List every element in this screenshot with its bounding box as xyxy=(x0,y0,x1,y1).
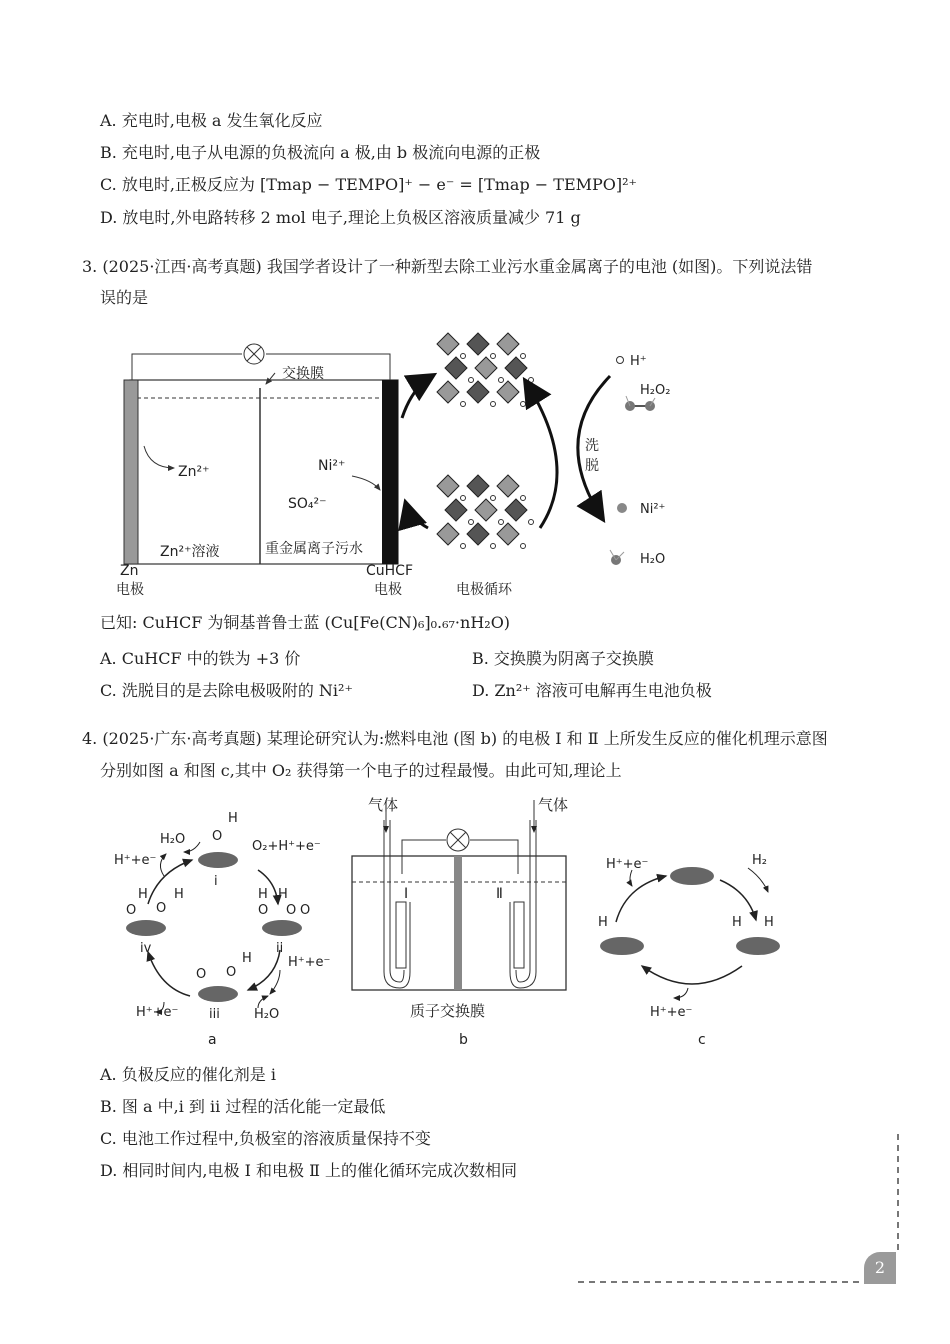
fig-b-electrode-2: Ⅱ xyxy=(496,886,503,902)
fig-a-o-ii: O xyxy=(258,903,269,918)
catalyst-iii-icon xyxy=(198,986,238,1002)
water-icon xyxy=(610,550,624,565)
fig-b-gas-left: 气体 xyxy=(368,796,399,814)
fig-a-o-ii-3: O xyxy=(300,903,311,918)
catalyst-ii-icon xyxy=(262,920,302,936)
q3-option-a: A. CuHCF 中的铁为 +3 价 xyxy=(100,649,301,668)
fig-a-o2-input: O₂+H⁺+e⁻ xyxy=(252,839,321,854)
h2o2-icon xyxy=(625,396,655,411)
q3-option-c: C. 洗脱目的是去除电极吸附的 Ni²⁺ xyxy=(100,681,353,700)
fig-a-h-i: H xyxy=(228,811,238,826)
q2-option-a: A. 充电时,电极 a 发生氧化反应 xyxy=(100,111,323,130)
fig-c-catalyst-right-icon xyxy=(736,937,780,955)
wash-label: 洗 xyxy=(585,438,599,454)
fig-a-label-i: i xyxy=(214,874,218,889)
fig-b-membrane: 质子交换膜 xyxy=(410,1002,486,1020)
q4-option-b: B. 图 a 中,i 到 ii 过程的活化能一定最低 xyxy=(100,1097,386,1116)
fig-c-hplus-bottom: H⁺+e⁻ xyxy=(650,1005,693,1020)
crystal-bottom-icon xyxy=(437,475,534,549)
fig-a-hplus-bottom: H⁺+e⁻ xyxy=(136,1005,179,1020)
fig-a-o-iii-2: O xyxy=(226,965,237,980)
q3-battery-figure xyxy=(110,318,690,603)
ni-plus-label: Ni²⁺ xyxy=(640,502,666,517)
fig-a-h-iii: H xyxy=(242,951,252,966)
q3-option-d: D. Zn²⁺ 溶液可电解再生电池负极 xyxy=(472,681,712,700)
fig-a-o-i: O xyxy=(212,829,223,844)
fig-a-h2o-top: H₂O xyxy=(160,832,186,847)
q3-stem-line2: 误的是 xyxy=(100,288,149,307)
q4-stem-line1: 4. (2025·广东·高考真题) 某理论研究认为:燃料电池 (图 b) 的电极 Ⅰ 和 Ⅱ 上所发生反应的催化机理示意图 xyxy=(82,729,828,748)
ni-ion-label: Ni²⁺ xyxy=(318,458,346,474)
membrane-label: 交换膜 xyxy=(282,366,324,382)
h-plus-label: H⁺ xyxy=(630,354,647,369)
fig-a-label-ii: ii xyxy=(276,941,284,956)
water-label: H₂O xyxy=(640,552,666,567)
catalyst-iv-icon xyxy=(126,920,166,936)
q2-option-d: D. 放电时,外电路转移 2 mol 电子,理论上负极区溶液质量减少 71 g xyxy=(100,208,581,227)
fig-a-caption: a xyxy=(208,1032,217,1048)
catalyst-i-icon xyxy=(198,852,238,868)
h2o2-label: H₂O₂ xyxy=(640,383,671,398)
fig-a-h-ii-2: H xyxy=(278,887,288,902)
fig-c-catalyst-top-icon xyxy=(670,867,714,885)
wastewater-label: 重金属离子污水 xyxy=(265,541,363,557)
fig-a-h2o-out: H₂O xyxy=(254,1007,280,1022)
fig-c-h-right-2: H xyxy=(764,915,774,930)
fig-a-label-iv: iv xyxy=(140,941,152,956)
fig-b-electrode-1: Ⅰ xyxy=(404,886,409,902)
q4-option-c: C. 电池工作过程中,负极室的溶液质量保持不变 xyxy=(100,1129,431,1148)
sulfate-label: SO₄²⁻ xyxy=(288,496,327,512)
zn-electrode-label: Zn xyxy=(120,563,139,579)
fig-a-h-iv-2: H xyxy=(174,887,184,902)
fig-a-o-iv: O xyxy=(126,903,137,918)
fig-c-h-right-1: H xyxy=(732,915,742,930)
zn-electrode-label-2: 电极 xyxy=(116,582,144,598)
fig-a-hplus-right: H⁺+e⁻ xyxy=(288,955,331,970)
q3-known: 已知: CuHCF 为铜基普鲁士蓝 (Cu[Fe(CN)₆]₀.₆₇·nH₂O) xyxy=(100,613,511,632)
q4-option-d: D. 相同时间内,电极 Ⅰ 和电极 Ⅱ 上的催化循环完成次数相同 xyxy=(100,1161,518,1180)
q4-figure-c xyxy=(592,840,802,1050)
fig-a-h-iv-1: H xyxy=(138,887,148,902)
q2-option-c: C. 放电时,正极反应为 [Tmap − TEMPO]⁺ − e⁻ = [Tmap − TEMPO]²⁺ xyxy=(100,175,638,194)
q2-option-b: B. 充电时,电子从电源的负极流向 a 极,由 b 极流向电源的正极 xyxy=(100,143,541,162)
fig-c-caption: c xyxy=(698,1032,706,1048)
crystal-top-icon xyxy=(437,333,534,407)
page-corner-decoration xyxy=(570,1130,910,1290)
fig-a-o-iv-2: O xyxy=(156,901,167,916)
q4-option-a: A. 负极反应的催化剂是 i xyxy=(100,1065,276,1084)
fig-a-h-ii-1: H xyxy=(258,887,268,902)
fig-b-caption: b xyxy=(459,1032,468,1048)
fig-c-h-left: H xyxy=(598,915,608,930)
fig-a-hplus-left: H⁺+e⁻ xyxy=(114,853,157,868)
fig-b-gas-right: 气体 xyxy=(538,796,569,814)
fig-c-h2-in: H₂ xyxy=(752,853,767,868)
page-number: 2 xyxy=(864,1252,896,1284)
q4-figure-b xyxy=(346,792,576,1050)
fig-c-catalyst-left-icon xyxy=(600,937,644,955)
cuhcf-electrode-label: CuHCF xyxy=(366,563,414,579)
fig-a-o-iii: O xyxy=(196,967,207,982)
fig-a-o-ii-2: O xyxy=(286,903,297,918)
zn-solution-label: Zn²⁺溶液 xyxy=(160,544,220,560)
fig-a-label-iii: iii xyxy=(209,1007,220,1022)
q3-stem-line1: 3. (2025·江西·高考真题) 我国学者设计了一种新型去除工业污水重金属离子的电池 (如图)。下列说法错 xyxy=(82,257,813,276)
zn-ion-label: Zn²⁺ xyxy=(178,464,210,480)
q4-stem-line2: 分别如图 a 和图 c,其中 O₂ 获得第一个电子的过程最慢。由此可知,理论上 xyxy=(100,761,622,780)
q3-option-b: B. 交换膜为阴离子交换膜 xyxy=(472,649,654,668)
cycle-label: 电极循环 xyxy=(456,582,512,598)
q4-figure-a xyxy=(108,800,338,1050)
cuhcf-electrode-label-2: 电极 xyxy=(374,582,402,598)
wash-label-2: 脱 xyxy=(585,458,599,474)
fig-c-hplus-top: H⁺+e⁻ xyxy=(606,857,649,872)
